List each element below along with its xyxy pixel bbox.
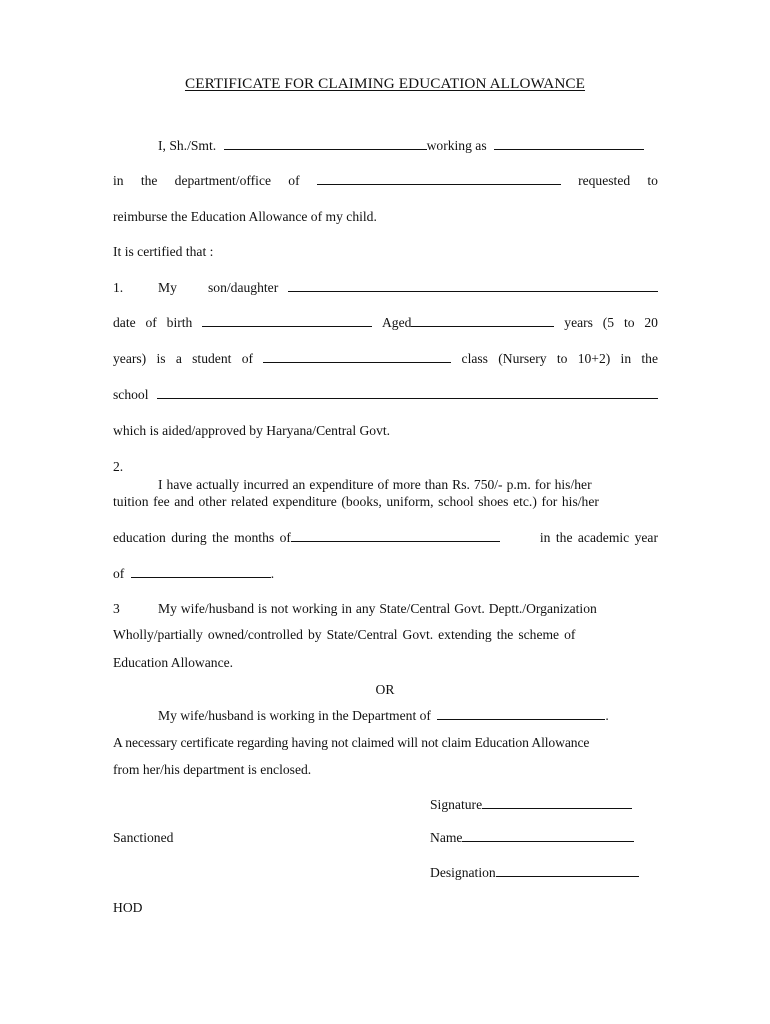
intro-line-1 [113,137,658,155]
intro-name-label: I, Sh./Smt. [158,138,217,153]
hod-label: HOD [113,900,143,915]
or-separator: OR [375,682,395,697]
item3-line-4 [113,707,658,725]
name-blank [224,137,427,150]
item3-line-5: A necessary certificate regarding having not claimed will not claim Education Allowance [113,735,590,750]
working-blank [494,137,644,150]
item2-line-3 [113,529,658,547]
item-number: 2. [113,459,124,474]
certified-heading: It is certified that : [113,244,214,259]
word: 20 [644,315,658,330]
word: education during the months of [113,530,291,545]
word: to [623,315,635,330]
item1-line-3 [113,350,658,368]
word: to [647,173,658,188]
name-line [430,829,634,847]
word: to [556,351,568,366]
word: . [270,566,275,581]
word: years) [113,351,147,366]
name-label: Name [430,830,463,845]
word: years [564,315,593,330]
signature-line [430,796,632,814]
item3-line-2: Wholly/partially owned/controlled by State/Central Govt. extending the scheme of [113,627,576,642]
word: class [461,351,488,366]
item2-line-2: tuition fee and other related expenditure (books, uniform, school shoes etc.) for his/her [113,494,599,509]
intro-line-3: reimburse the Education Allowance of my child. [113,209,377,224]
department-blank [317,172,561,185]
item2-text-1 [158,476,658,494]
word: in [113,173,124,188]
item2-line-1 [113,458,658,492]
designation-blank [496,864,639,877]
word: of [288,173,300,188]
signature-blank [482,796,632,809]
item2-line-4 [113,565,658,583]
word: the [641,351,658,366]
word: 10+2) [577,351,611,366]
word: school [113,387,149,402]
class-blank [263,350,451,363]
word: (5 [602,315,615,330]
word: requested [578,173,631,188]
word: the [140,173,158,188]
word: in [620,351,632,366]
word: student [192,351,232,366]
word: of [145,315,157,330]
word: of [241,351,254,366]
item3-line-1 [113,600,658,618]
word: My [158,280,177,295]
item-number: 3 [113,601,120,616]
months-blank [291,529,500,542]
signature-label: Signature [430,797,483,812]
school-blank [157,386,658,399]
signatory-name-blank [462,829,634,842]
child-name-blank [288,279,658,292]
item3-line-3: Education Allowance. [113,655,234,670]
word: in the academic year [539,530,658,545]
item2-line1-text: I have actually incurred an expenditure of more than Rs. 750/- p.m. for his/her [158,477,592,492]
sanctioned-label: Sanctioned [113,830,174,845]
designation-label: Designation [430,865,496,880]
word: (Nursery [498,351,547,366]
word: Aged [381,315,412,330]
item-number: 1. [113,280,124,295]
word: a [175,351,182,366]
designation-line [430,864,639,882]
item1-line-5: which is aided/approved by Haryana/Central Govt. [113,423,391,438]
spouse-department-blank [437,707,605,720]
word: department/office [174,173,272,188]
academic-year-blank [131,565,271,578]
item3-line1-text: My wife/husband is not working in any State/Central Govt. Deptt./Organization [158,601,597,616]
word: birth [166,315,193,330]
word: is [156,351,166,366]
intro-working-label: working as [426,138,487,153]
dob-blank [202,314,372,327]
item3-line-6: from her/his department is enclosed. [113,762,312,777]
word: My wife/husband is working in the Department of [158,708,431,723]
word: of [113,566,125,581]
item1-line-4 [113,386,658,404]
intro-line-2 [113,172,658,190]
document-title: CERTIFICATE FOR CLAIMING EDUCATION ALLOWANCE [184,75,586,92]
item1-line-2 [113,314,658,332]
word: son/daughter [208,280,279,295]
word: . [605,708,609,723]
word: date [113,315,136,330]
item1-line-1 [113,279,658,297]
age-blank [411,314,554,327]
